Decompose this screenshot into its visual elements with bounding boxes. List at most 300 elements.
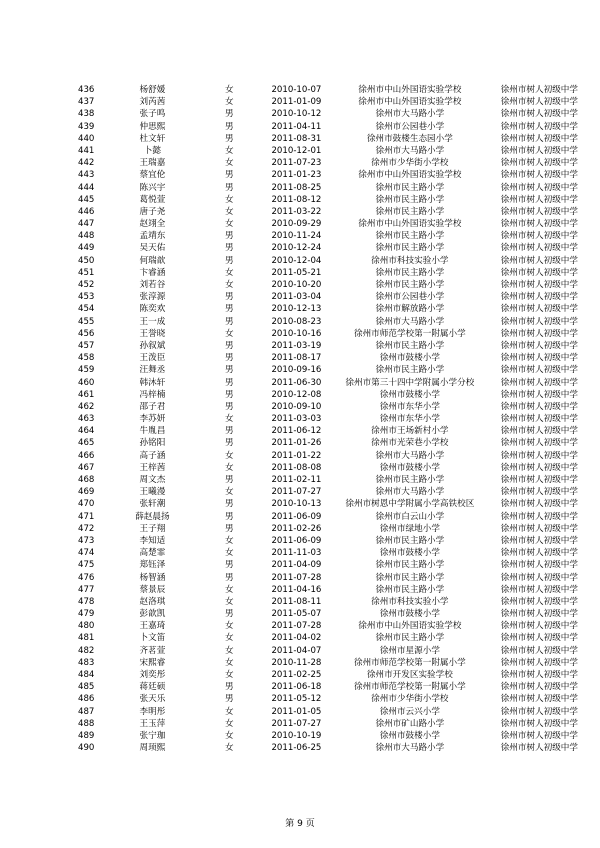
table-row [78, 182, 578, 194]
student-gender: 男 [224, 292, 234, 303]
student-name: 蒋廷硕 [139, 682, 166, 693]
primary-school: 徐州市开发区实验学校 [366, 670, 453, 680]
table-row [78, 364, 578, 376]
table-row [78, 669, 578, 681]
student-gender: 男 [224, 426, 234, 437]
student-name: 王嘉琦 [139, 621, 166, 632]
table-row [78, 462, 578, 474]
target-school: 徐州市树人初级中学 [500, 670, 578, 680]
birth-date: 2011-04-02 [271, 633, 322, 644]
student-gender: 男 [224, 438, 234, 449]
row-number: 488 [78, 718, 95, 729]
student-gender: 男 [224, 523, 234, 534]
student-name: 周文杰 [139, 475, 166, 485]
student-name: 王誉晓 [139, 328, 166, 339]
birth-date: 2011-07-27 [271, 718, 322, 729]
student-gender: 男 [224, 560, 234, 571]
birth-date: 2010-12-01 [271, 145, 322, 156]
primary-school: 徐州市鼓楼生态园小学 [366, 133, 453, 144]
row-number: 470 [78, 499, 95, 510]
target-school: 徐州市树人初级中学 [500, 572, 578, 583]
target-school: 徐州市树人初级中学 [500, 365, 578, 376]
primary-school: 徐州市云兴小学 [379, 706, 440, 717]
target-school: 徐州市树人初级中学 [500, 328, 578, 339]
table-row [78, 401, 578, 413]
table-row [78, 657, 578, 669]
student-name: 郑钰泽 [139, 560, 166, 571]
table-row [78, 206, 578, 218]
row-number: 475 [78, 560, 95, 571]
target-school: 徐州市树人初级中学 [500, 401, 578, 412]
student-name: 高子涵 [139, 450, 166, 461]
student-name: 李苏妍 [139, 414, 166, 425]
primary-school: 徐州市大马路小学 [375, 450, 445, 461]
row-number: 490 [78, 743, 95, 754]
primary-school: 徐州市绿地小学 [379, 523, 440, 534]
row-number: 464 [78, 426, 95, 437]
table-row [78, 632, 578, 644]
student-gender: 男 [224, 365, 234, 376]
target-school: 徐州市树人初级中学 [500, 645, 578, 656]
student-gender: 男 [224, 304, 234, 315]
birth-date: 2010-09-16 [271, 365, 322, 376]
student-gender: 男 [224, 682, 234, 693]
student-gender: 女 [224, 670, 234, 680]
primary-school: 徐州市师范学校第一附属小学 [353, 657, 466, 668]
birth-date: 2010-10-07 [271, 85, 322, 95]
student-gender: 女 [224, 730, 234, 741]
birth-date: 2011-03-22 [271, 206, 322, 217]
row-number: 468 [78, 475, 95, 485]
table-row [78, 596, 578, 608]
student-name: 王曦漫 [139, 487, 166, 498]
primary-school: 徐州市大马路小学 [375, 743, 445, 754]
birth-date: 2011-05-21 [271, 267, 322, 278]
student-gender: 男 [224, 572, 234, 583]
primary-school: 徐州市民主路小学 [375, 560, 445, 571]
student-name: 刘芮茜 [139, 97, 166, 108]
primary-school: 徐州市树恩中学附属小学高铁校区 [345, 499, 475, 510]
student-gender: 女 [224, 657, 234, 668]
table-row [78, 572, 578, 584]
row-number: 449 [78, 243, 95, 254]
birth-date: 2010-12-04 [271, 255, 322, 266]
student-name: 薛赵晨扬 [135, 511, 170, 522]
primary-school: 徐州市东华小学 [379, 401, 440, 412]
table-row [78, 230, 578, 242]
row-number: 448 [78, 231, 95, 242]
target-school: 徐州市树人初级中学 [500, 523, 578, 534]
student-name: 齐茗萱 [139, 645, 166, 656]
target-school: 徐州市树人初级中学 [500, 426, 578, 437]
table-row [78, 255, 578, 267]
target-school: 徐州市树人初级中学 [500, 304, 578, 315]
birth-date: 2010-10-12 [271, 109, 322, 120]
row-number: 484 [78, 670, 95, 680]
primary-school: 徐州市鼓楼小学 [379, 609, 440, 620]
target-school: 徐州市树人初级中学 [500, 243, 578, 254]
target-school: 徐州市树人初级中学 [500, 206, 578, 217]
target-school: 徐州市树人初级中学 [500, 548, 578, 559]
target-school: 徐州市树人初级中学 [500, 133, 578, 144]
row-number: 467 [78, 462, 95, 473]
student-gender: 女 [224, 267, 234, 278]
student-name: 刘若谷 [139, 280, 166, 290]
primary-school: 徐州市大马路小学 [375, 145, 445, 156]
birth-date: 2010-10-16 [271, 328, 322, 339]
row-number: 451 [78, 267, 95, 278]
student-name: 张轩潮 [139, 499, 166, 510]
row-number: 466 [78, 450, 95, 461]
student-gender: 女 [224, 145, 234, 156]
target-school: 徐州市树人初级中学 [500, 389, 578, 400]
row-number: 437 [78, 97, 95, 108]
student-gender: 女 [224, 718, 234, 729]
student-name: 邵子君 [139, 401, 166, 412]
table-row [78, 608, 578, 620]
birth-date: 2010-09-10 [271, 401, 322, 412]
table-row [78, 706, 578, 718]
target-school: 徐州市树人初级中学 [500, 414, 578, 425]
student-gender: 女 [224, 450, 234, 461]
table-row [78, 474, 578, 486]
student-name: 李知适 [139, 535, 166, 546]
row-number: 480 [78, 621, 95, 632]
primary-school: 徐州市鼓楼小学 [379, 353, 440, 364]
row-number: 465 [78, 438, 95, 449]
birth-date: 2011-06-25 [271, 743, 322, 754]
table-row [78, 267, 578, 279]
student-gender: 女 [224, 621, 234, 632]
row-number: 479 [78, 609, 95, 620]
birth-date: 2011-05-07 [271, 609, 322, 620]
page-number: 第 9 页 [285, 819, 315, 829]
student-name: 蔡宜伦 [139, 170, 166, 181]
target-school: 徐州市树人初级中学 [500, 609, 578, 620]
birth-date: 2011-03-03 [271, 414, 322, 425]
student-name: 李明彤 [139, 706, 166, 717]
target-school: 徐州市树人初级中学 [500, 267, 578, 278]
primary-school: 徐州市中山外国语实验学校 [358, 97, 462, 108]
primary-school: 徐州市鼓楼小学 [379, 730, 440, 741]
student-gender: 女 [224, 219, 234, 230]
row-number: 457 [78, 340, 95, 351]
birth-date: 2011-03-19 [271, 340, 322, 351]
table-row [78, 84, 578, 96]
student-gender: 女 [224, 97, 234, 108]
student-gender: 女 [224, 414, 234, 425]
row-number: 461 [78, 389, 95, 400]
student-gender: 男 [224, 121, 234, 132]
student-name: 冯梓楠 [139, 389, 166, 400]
student-gender: 男 [224, 316, 234, 327]
target-school: 徐州市树人初级中学 [500, 109, 578, 120]
primary-school: 徐州市师范学校第一附属小学 [353, 328, 466, 339]
birth-date: 2010-08-23 [271, 316, 322, 327]
primary-school: 徐州市民主路小学 [375, 535, 445, 546]
student-name: 刘奕彤 [139, 670, 166, 680]
row-number: 476 [78, 572, 95, 583]
table-row [78, 340, 578, 352]
birth-date: 2011-07-28 [271, 572, 322, 583]
student-gender: 女 [224, 280, 234, 290]
birth-date: 2011-04-16 [271, 584, 322, 595]
primary-school: 徐州市鼓楼小学 [379, 548, 440, 559]
student-name: 孙叙斌 [139, 340, 166, 351]
table-row [78, 157, 578, 169]
student-name: 仲思熙 [139, 121, 166, 132]
student-gender: 女 [224, 487, 234, 498]
table-row [78, 194, 578, 206]
row-number: 455 [78, 316, 95, 327]
row-number: 442 [78, 158, 95, 169]
student-gender: 男 [224, 243, 234, 254]
row-number: 481 [78, 633, 95, 644]
birth-date: 2011-01-23 [271, 170, 322, 181]
primary-school: 徐州市公园巷小学 [375, 121, 445, 132]
primary-school: 徐州市中山外国语实验学校 [358, 85, 462, 95]
student-name: 王瑞嘉 [139, 158, 166, 169]
primary-school: 徐州市中山外国语实验学校 [358, 219, 462, 230]
row-number: 438 [78, 109, 95, 120]
table-row [78, 96, 578, 108]
student-gender: 女 [224, 206, 234, 217]
student-gender: 女 [224, 548, 234, 559]
student-name: 卞睿涵 [139, 267, 166, 278]
target-school: 徐州市树人初级中学 [500, 743, 578, 754]
birth-date: 2011-07-23 [271, 158, 322, 169]
birth-date: 2011-03-04 [271, 292, 322, 303]
primary-school: 徐州市民主路小学 [375, 182, 445, 193]
student-name: 彭歆凯 [139, 609, 166, 620]
student-name: 赵洛琪 [139, 596, 166, 607]
table-row [78, 145, 578, 157]
birth-date: 2011-08-12 [271, 194, 322, 205]
row-number: 487 [78, 706, 95, 717]
primary-school: 徐州市民主路小学 [375, 267, 445, 278]
primary-school: 徐州市矿山路小学 [375, 718, 445, 729]
target-school: 徐州市树人初级中学 [500, 255, 578, 266]
student-gender: 男 [224, 609, 234, 620]
table-row [78, 718, 578, 730]
primary-school: 徐州市大马路小学 [375, 109, 445, 120]
primary-school: 徐州市光荣巷小学校 [371, 438, 449, 449]
primary-school: 徐州市大马路小学 [375, 316, 445, 327]
table-row [78, 303, 578, 315]
primary-school: 徐州市第三十四中学附属小学分校 [345, 377, 475, 388]
primary-school: 徐州市东华小学 [379, 414, 440, 425]
birth-date: 2011-08-08 [271, 462, 322, 473]
primary-school: 徐州市民主路小学 [375, 340, 445, 351]
primary-school: 徐州市中山外国语实验学校 [358, 170, 462, 181]
target-school: 徐州市树人初级中学 [500, 231, 578, 242]
target-school: 徐州市树人初级中学 [500, 462, 578, 473]
birth-date: 2011-06-09 [271, 535, 322, 546]
student-name: 唐子尧 [139, 206, 166, 217]
target-school: 徐州市树人初级中学 [500, 353, 578, 364]
student-gender: 女 [224, 328, 234, 339]
primary-school: 徐州市少华街小学校 [371, 158, 449, 169]
student-name: 陈兴宇 [139, 182, 166, 193]
table-row [78, 279, 578, 291]
student-name: 张淳源 [139, 292, 166, 303]
primary-school: 徐州市科技实验小学 [371, 596, 449, 607]
table-row [78, 486, 578, 498]
primary-school: 徐州市星源小学 [379, 645, 440, 656]
primary-school: 徐州市大马路小学 [375, 487, 445, 498]
student-gender: 男 [224, 401, 234, 412]
student-gender: 女 [224, 85, 234, 95]
student-gender: 女 [224, 462, 234, 473]
student-name: 陈奕欢 [139, 304, 166, 315]
target-school: 徐州市树人初级中学 [500, 511, 578, 522]
row-number: 447 [78, 219, 95, 230]
birth-date: 2011-08-17 [271, 353, 322, 364]
student-gender: 男 [224, 353, 234, 364]
row-number: 472 [78, 523, 95, 534]
student-gender: 男 [224, 499, 234, 510]
row-number: 458 [78, 353, 95, 364]
table-row [78, 352, 578, 364]
primary-school: 徐州市民主路小学 [375, 584, 445, 595]
student-name: 高楚霏 [139, 548, 166, 559]
birth-date: 2010-09-29 [271, 219, 322, 230]
student-gender: 男 [224, 511, 234, 522]
row-number: 471 [78, 511, 95, 522]
table-row [78, 523, 578, 535]
birth-date: 2011-06-18 [271, 682, 322, 693]
table-row [78, 169, 578, 181]
primary-school: 徐州市民主路小学 [375, 633, 445, 644]
primary-school: 徐州市民主路小学 [375, 475, 445, 485]
table-row [78, 511, 578, 523]
student-name: 王子翔 [139, 523, 166, 534]
table-row [78, 693, 578, 705]
target-school: 徐州市树人初级中学 [500, 450, 578, 461]
table-row [78, 425, 578, 437]
table-row [78, 498, 578, 510]
row-number: 440 [78, 133, 95, 144]
target-school: 徐州市树人初级中学 [500, 170, 578, 181]
row-number: 454 [78, 304, 95, 315]
birth-date: 2011-04-07 [271, 645, 322, 656]
birth-date: 2011-05-12 [271, 694, 322, 705]
student-gender: 男 [224, 377, 234, 388]
table-row [78, 584, 578, 596]
target-school: 徐州市树人初级中学 [500, 316, 578, 327]
student-gender: 女 [224, 596, 234, 607]
primary-school: 徐州市少华街小学校 [371, 694, 449, 705]
student-gender: 女 [224, 194, 234, 205]
student-name: 杜文轩 [139, 133, 166, 144]
student-gender: 男 [224, 389, 234, 400]
table-row [78, 450, 578, 462]
row-number: 483 [78, 657, 95, 668]
birth-date: 2011-04-11 [271, 121, 322, 132]
primary-school: 徐州市解放路小学 [375, 304, 445, 315]
table-row [78, 681, 578, 693]
target-school: 徐州市树人初级中学 [500, 475, 578, 485]
target-school: 徐州市树人初级中学 [500, 182, 578, 193]
student-name: 张天乐 [139, 694, 166, 705]
table-row [78, 547, 578, 559]
row-number: 486 [78, 694, 95, 705]
target-school: 徐州市树人初级中学 [500, 194, 578, 205]
table-row [78, 328, 578, 340]
row-number: 462 [78, 401, 95, 412]
birth-date: 2010-11-28 [271, 657, 322, 668]
student-name: 宋熙睿 [139, 657, 166, 668]
birth-date: 2010-12-24 [271, 243, 322, 254]
target-school: 徐州市树人初级中学 [500, 145, 578, 156]
birth-date: 2011-08-25 [271, 182, 322, 193]
target-school: 徐州市树人初级中学 [500, 535, 578, 546]
row-number: 489 [78, 730, 95, 741]
student-name: 韩沐轩 [139, 377, 166, 388]
row-number: 441 [78, 145, 95, 156]
target-school: 徐州市树人初级中学 [500, 121, 578, 132]
student-name: 卜懿 [143, 145, 161, 156]
student-gender: 男 [224, 694, 234, 705]
student-name: 蔡景辰 [139, 584, 166, 595]
target-school: 徐州市树人初级中学 [500, 280, 578, 290]
birth-date: 2010-10-19 [271, 730, 322, 741]
row-number: 485 [78, 682, 95, 693]
student-gender: 女 [224, 743, 234, 754]
target-school: 徐州市树人初级中学 [500, 621, 578, 632]
table-row [78, 437, 578, 449]
birth-date: 2011-07-27 [271, 487, 322, 498]
target-school: 徐州市树人初级中学 [500, 499, 578, 510]
student-name: 何瑞歆 [139, 255, 166, 266]
table-row [78, 377, 578, 389]
birth-date: 2011-08-31 [271, 133, 322, 144]
student-gender: 男 [224, 340, 234, 351]
row-number: 456 [78, 328, 95, 339]
table-row [78, 242, 578, 254]
student-gender: 女 [224, 645, 234, 656]
target-school: 徐州市树人初级中学 [500, 633, 578, 644]
student-name: 吴天佑 [139, 243, 166, 254]
row-number: 463 [78, 414, 95, 425]
target-school: 徐州市树人初级中学 [500, 682, 578, 693]
student-gender: 女 [224, 706, 234, 717]
row-number: 478 [78, 596, 95, 607]
student-name: 王一成 [139, 316, 166, 327]
target-school: 徐州市树人初级中学 [500, 438, 578, 449]
student-name: 牛胤昌 [139, 426, 166, 437]
target-school: 徐州市树人初级中学 [500, 158, 578, 169]
table-row [78, 620, 578, 632]
birth-date: 2011-01-26 [271, 438, 322, 449]
birth-date: 2011-11-03 [271, 548, 322, 559]
birth-date: 2011-07-28 [271, 621, 322, 632]
table-row [78, 389, 578, 401]
birth-date: 2011-02-11 [271, 475, 322, 485]
birth-date: 2011-04-09 [271, 560, 322, 571]
row-number: 482 [78, 645, 95, 656]
birth-date: 2011-01-05 [271, 706, 322, 717]
target-school: 徐州市树人初级中学 [500, 730, 578, 741]
student-name: 张子鸣 [139, 109, 166, 120]
table-row [78, 316, 578, 328]
primary-school: 徐州市公园巷小学 [375, 292, 445, 303]
row-number: 445 [78, 194, 95, 205]
row-number: 443 [78, 170, 95, 181]
table-row [78, 121, 578, 133]
primary-school: 徐州市王场新村小学 [371, 426, 449, 437]
primary-school: 徐州市中山外国语实验学校 [358, 621, 462, 632]
